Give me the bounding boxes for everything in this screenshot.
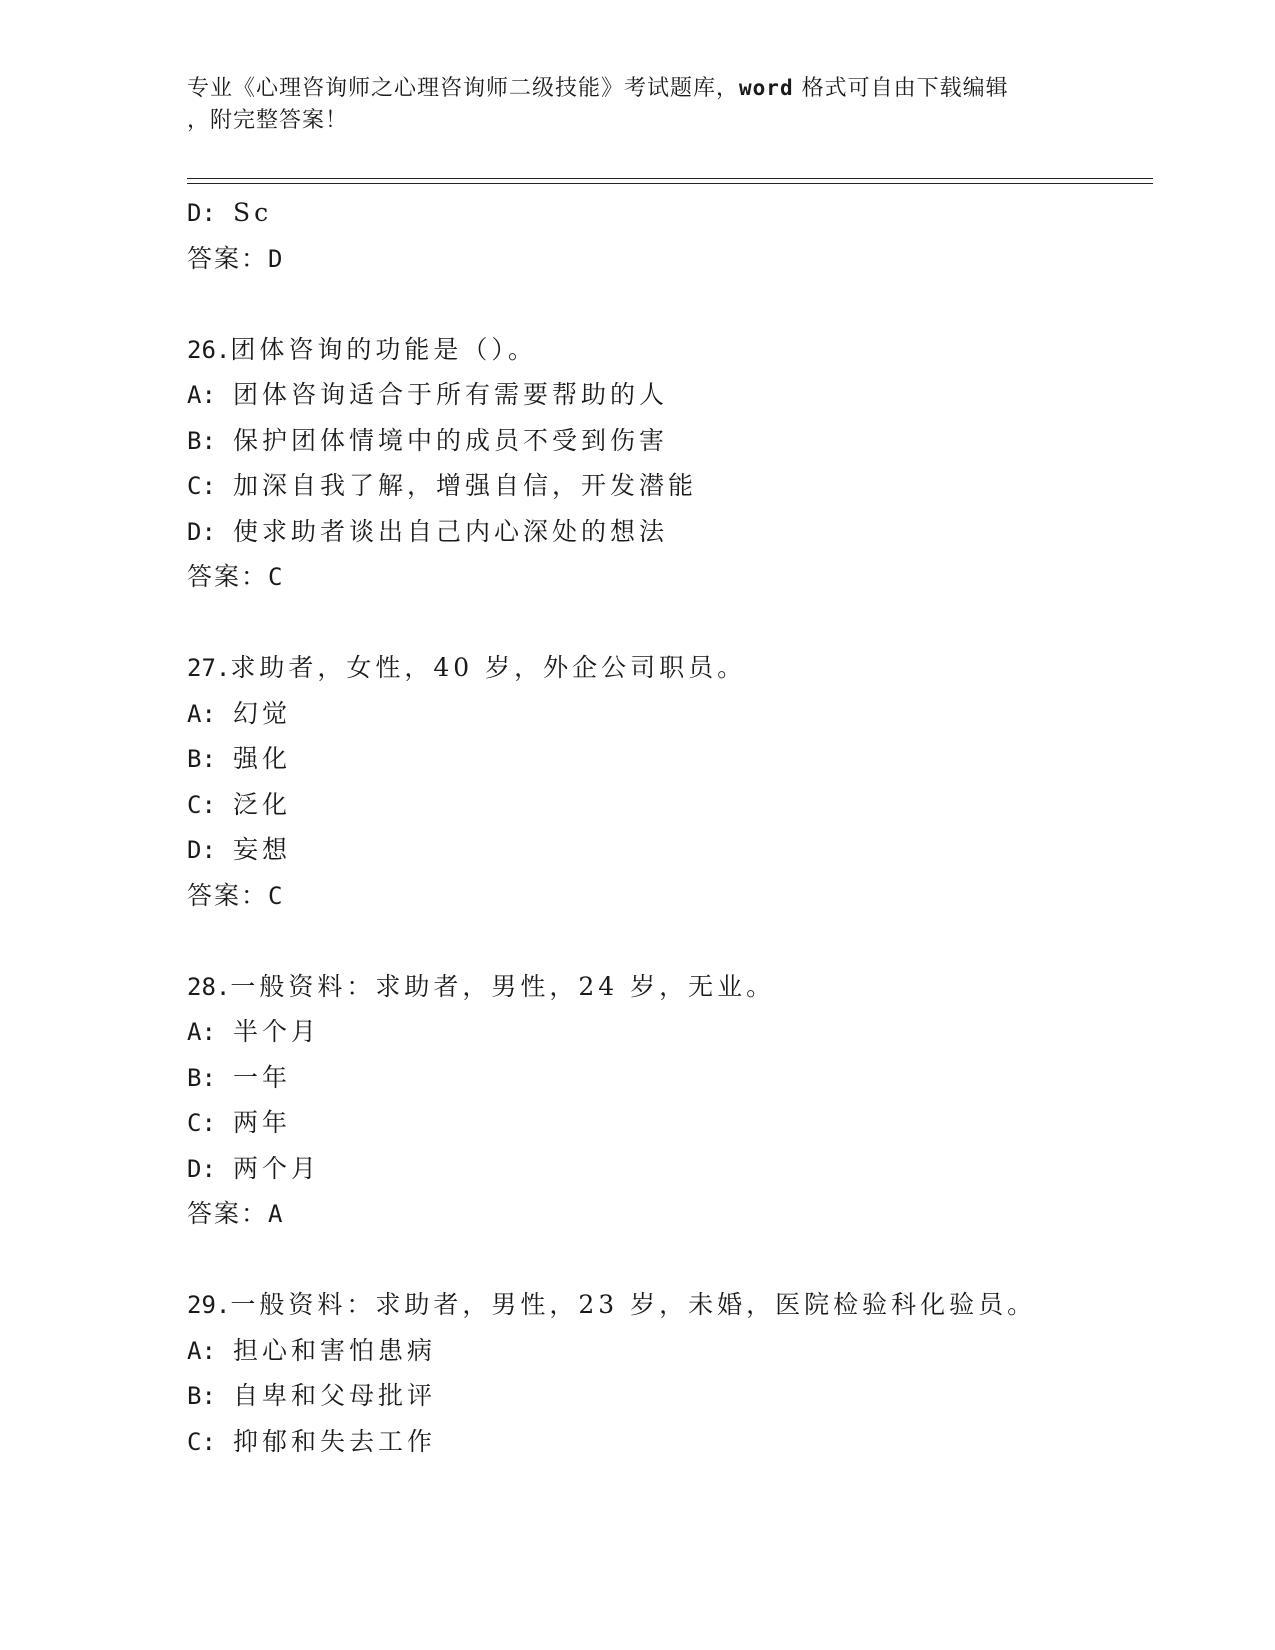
option-row	[187, 1373, 1153, 1419]
option-text: 保护团体情境中的成员不受到伤害	[233, 425, 669, 455]
header-text-line2: ，附完整答案！	[187, 108, 349, 133]
option-text: Sc	[233, 198, 273, 227]
option-row	[187, 1419, 1153, 1465]
answer-label: 答案：	[187, 243, 269, 273]
option-text: 两个月	[233, 1153, 321, 1183]
option-label: B:	[187, 745, 216, 773]
option-row	[187, 509, 1153, 555]
option-label: A:	[187, 1018, 216, 1046]
answer-row	[187, 873, 1153, 919]
spacer	[187, 918, 1153, 964]
option-row	[187, 691, 1153, 737]
question-list	[187, 190, 1153, 1464]
header-divider-bottom	[187, 183, 1153, 184]
option-text: 强化	[233, 744, 292, 773]
option-row	[187, 1100, 1153, 1146]
header-text-word: word	[739, 76, 794, 100]
option-label: A:	[187, 699, 216, 728]
question-text: 一般资料：求助者，男性，23 岁，未婚，医院检验科化验员。	[230, 1290, 1037, 1319]
option-row	[187, 782, 1153, 828]
option-row	[187, 463, 1153, 509]
answer-row	[187, 554, 1153, 600]
question-number: 29.	[187, 1291, 231, 1319]
option-row	[187, 1328, 1153, 1374]
option-label: B:	[187, 1063, 216, 1092]
header-divider-top	[187, 178, 1153, 179]
option-row	[187, 736, 1153, 782]
answer-value: C	[268, 881, 285, 910]
question-number: 28.	[187, 972, 231, 1001]
option-text: 半个月	[233, 1017, 321, 1046]
question-text: 团体咨询的功能是（）。	[230, 334, 537, 364]
question-text: 一般资料：求助者，男性，24 岁，无业。	[230, 971, 776, 1001]
option-text: 加深自我了解，增强自信，开发潜能	[233, 471, 698, 500]
option-row	[187, 1009, 1153, 1055]
option-row	[187, 827, 1153, 873]
question-stem	[187, 645, 1153, 691]
option-text: 自卑和父母批评	[233, 1381, 437, 1410]
spacer	[187, 600, 1153, 646]
option-label: B:	[187, 426, 216, 455]
option-text: 担心和害怕患病	[233, 1335, 437, 1365]
answer-row	[187, 1191, 1153, 1237]
question-stem	[187, 964, 1153, 1010]
option-label: C:	[187, 1109, 216, 1137]
answer-row	[187, 236, 1153, 282]
answer-value: D	[268, 244, 285, 273]
option-label: A:	[187, 381, 216, 409]
option-text: 团体咨询适合于所有需要帮助的人	[233, 380, 669, 409]
option-row	[187, 1146, 1153, 1192]
question-number: 26.	[187, 335, 231, 364]
option-label: C:	[187, 790, 216, 819]
option-text: 使求助者谈出自己内心深处的想法	[233, 516, 669, 546]
option-text: 两年	[233, 1108, 292, 1137]
option-label: D:	[187, 517, 216, 546]
answer-value: C	[268, 563, 285, 591]
spacer	[187, 1237, 1153, 1283]
document-header	[187, 72, 1087, 137]
option-label: C:	[187, 1427, 216, 1456]
option-row	[187, 190, 1153, 236]
option-text: 妄想	[233, 835, 292, 864]
header-text-part2: 格式可自由下载编辑	[793, 76, 1009, 101]
option-label: A:	[187, 1336, 216, 1365]
option-label: C:	[187, 472, 216, 500]
option-row	[187, 418, 1153, 464]
option-row	[187, 1055, 1153, 1101]
answer-label: 答案：	[187, 880, 269, 910]
option-text: 一年	[233, 1062, 292, 1092]
spacer	[187, 281, 1153, 327]
question-text: 求助者，女性，40 岁，外企公司职员。	[230, 653, 747, 682]
answer-label: 答案：	[187, 1199, 269, 1228]
option-text: 幻觉	[233, 698, 292, 728]
option-text: 抑郁和失去工作	[233, 1426, 437, 1456]
answer-label: 答案：	[187, 562, 269, 591]
header-text-part1: 专业《心理咨询师之心理咨询师二级技能》考试题库，	[187, 76, 740, 101]
answer-value: A	[268, 1200, 285, 1228]
option-label: D:	[187, 199, 216, 227]
option-label: D:	[187, 836, 216, 864]
option-label: B:	[187, 1382, 216, 1410]
question-stem	[187, 1282, 1153, 1328]
question-stem	[187, 327, 1153, 373]
question-number: 27.	[187, 654, 231, 682]
option-row	[187, 372, 1153, 418]
option-text: 泛化	[233, 789, 292, 819]
option-label: D:	[187, 1154, 216, 1183]
